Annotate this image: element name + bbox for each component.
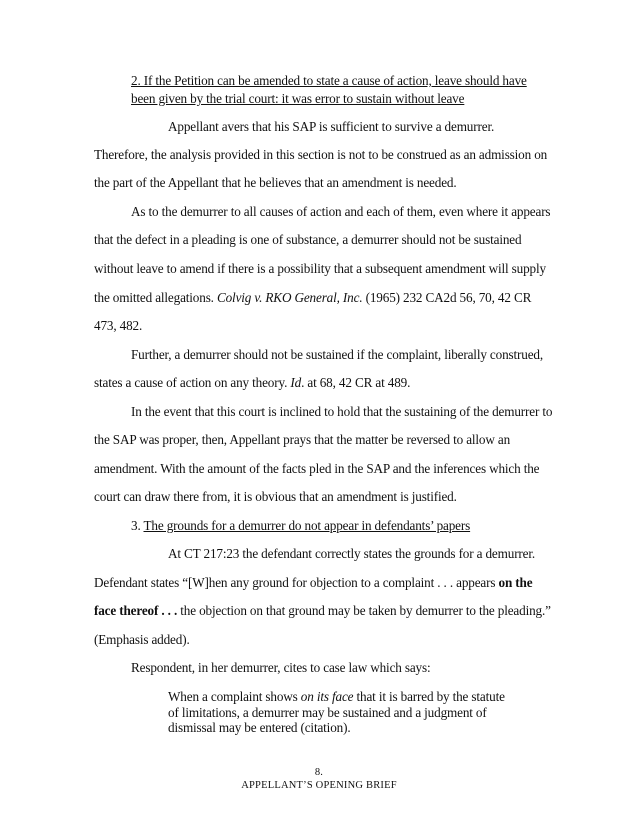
paragraph-4-line-1: In the event that this court is inclined to hold that the sustaining of the demurrer to [131,404,553,419]
paragraph-3-line-2 [94,375,410,391]
text-span: states a cause of action on any theory. [94,375,291,390]
id-citation: Id [290,375,302,390]
paragraph-2-line-3: without leave to amend if there is a possibility that a subsequent amendment will supply [94,261,546,276]
text-span: that it is barred by the statute [353,689,505,704]
block-quote-line-2: of limitations, a demurrer may be sustained and a judgment of [168,705,487,720]
section-2-heading-line-1: 2. If the Petition can be amended to state a cause of action, leave should have [131,73,527,88]
paragraph-4-line-3: amendment. With the amount of the facts pled in the SAP and the inferences which the [94,461,540,476]
text-span: . at 68, 42 CR at 489. [301,375,411,390]
paragraph-2-line-4 [94,290,531,306]
paragraph-1-line-1: Appellant avers that his SAP is sufficient to survive a demurrer. [168,119,495,134]
emphasis-text: on the [498,575,533,590]
paragraph-4-line-2: the SAP was proper, then, Appellant prays that the matter be reversed to allow an [94,432,511,447]
text-span: Defendant states “[W]hen any ground for objection to a complaint . . . appears [94,575,499,590]
paragraph-1-line-2: Therefore, the analysis provided in this section is not to be construed as an admission on [94,147,548,162]
paragraph-2-line-5: 473, 482. [94,318,143,333]
paragraph-4-line-4: court can draw there from, it is obvious that an amendment is justified. [94,489,457,504]
case-citation: Colvig v. RKO General, Inc. [216,290,363,305]
paragraph-2-line-2: that the defect in a pleading is one of substance, a demurrer should not be sustained [94,232,522,247]
quote-emphasis: on its face [300,689,354,704]
paragraph-3-line-1: Further, a demurrer should not be sustained if the complaint, liberally construed, [131,347,543,362]
emphasis-text: face thereof . . . [94,603,178,618]
text-span: (1965) 232 CA2d 56, 70, 42 CR [362,290,532,305]
paragraph-5-line-3 [94,603,551,619]
paragraph-5-line-2 [94,575,532,591]
section-3-heading [131,518,470,534]
paragraph-5-line-4: (Emphasis added). [94,632,190,647]
block-quote-line-3: dismissal may be entered (citation). [168,720,351,735]
page-number: 8. [314,767,324,778]
section-3-heading-text: The grounds for a demurrer do not appear in defendants’ papers [143,518,471,533]
section-2-heading-line-2: been given by the trial court: it was error to sustain without leave [131,91,465,106]
text-span: When a complaint shows [168,689,301,704]
text-span: the objection on that ground may be taken by demurrer to the pleading.” [177,603,551,618]
footer-title: APPELLANT’S OPENING BRIEF [241,780,397,791]
text-span: the omitted allegations. [94,290,217,305]
paragraph-2-line-1: As to the demurrer to all causes of action and each of them, even where it appears [131,204,551,219]
block-quote-line-1 [168,689,505,704]
paragraph-5-line-1: At CT 217:23 the defendant correctly states the grounds for a demurrer. [168,546,536,561]
section-3-prefix: 3. [131,518,144,533]
paragraph-1-line-3: the part of the Appellant that he believes that an amendment is needed. [94,175,457,190]
paragraph-6-line-1: Respondent, in her demurrer, cites to case law which says: [131,660,431,675]
